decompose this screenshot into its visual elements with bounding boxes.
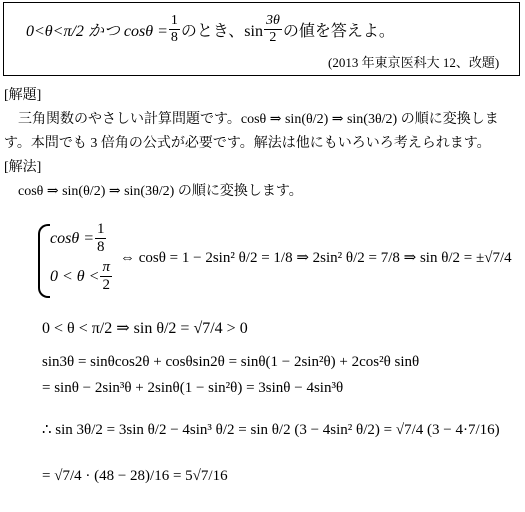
problem-statement bbox=[26, 14, 395, 45]
commentary-line-1: 三角関数のやさしい計算問題です。cosθ ⇒ sin(θ/2) ⇒ sin(3θ/2) の順に変換しま bbox=[18, 112, 499, 127]
problem-mid-text: のとき、sin bbox=[180, 23, 263, 40]
equation-5: ∴ sin 3θ/2 = 3sin θ/2 − 4sin³ θ/2 = sin θ/2 (3 − 4sin² θ/2) = √7/4 (3 − 4·7/16) bbox=[42, 422, 500, 438]
equation-3: sin3θ = sinθcos2θ + cosθsin2θ = sinθ(1 − 2sin²θ) + 2cos²θ sinθ bbox=[42, 354, 420, 370]
equation-4: = sinθ − 2sin³θ + 2sinθ(1 − sin²θ) = 3sinθ − 4sin³θ bbox=[42, 380, 344, 396]
problem-condition: 0<θ<π/2 かつ cosθ = bbox=[26, 23, 168, 40]
commentary-heading: [解題] bbox=[4, 88, 42, 103]
problem-source: (2013 年東京医科大 12、改題) bbox=[328, 55, 500, 70]
solution-heading: [解法] bbox=[4, 160, 42, 175]
system-brace bbox=[38, 224, 50, 298]
frac-one-eighth: $\frac{1}{8}$ bbox=[170, 13, 178, 45]
frac-three-theta-half: $\frac{3\theta}{2}$ bbox=[265, 13, 280, 45]
equation-6: = √7/4 · (48 − 28)/16 = 5√7/16 bbox=[42, 468, 228, 484]
problem-question-text: の値を答えよ。 bbox=[282, 23, 395, 40]
commentary-line-2: す。本問でも 3 倍角の公式が必要です。解法は他にもいろいろ考えられます。 bbox=[4, 136, 491, 151]
equation-2: 0 < θ < π/2 ⇒ sin θ/2 = √7/4 > 0 bbox=[42, 320, 248, 337]
system-eq-range: 0 < θ < $\frac{\pi}{2}$ bbox=[50, 259, 110, 293]
system-eq-cos: cosθ = $\frac{1}{8}$ bbox=[50, 221, 105, 255]
solution-intro: cosθ ⇒ sin(θ/2) ⇒ sin(3θ/2) の順に変換します。 bbox=[18, 184, 303, 199]
equation-1-derivation: ⇔ cosθ = 1 − 2sin² θ/2 = 1/8 ⇒ 2sin² θ/2 = 7/8 ⇒ sin θ/2 = ±√7/4 bbox=[120, 250, 512, 266]
